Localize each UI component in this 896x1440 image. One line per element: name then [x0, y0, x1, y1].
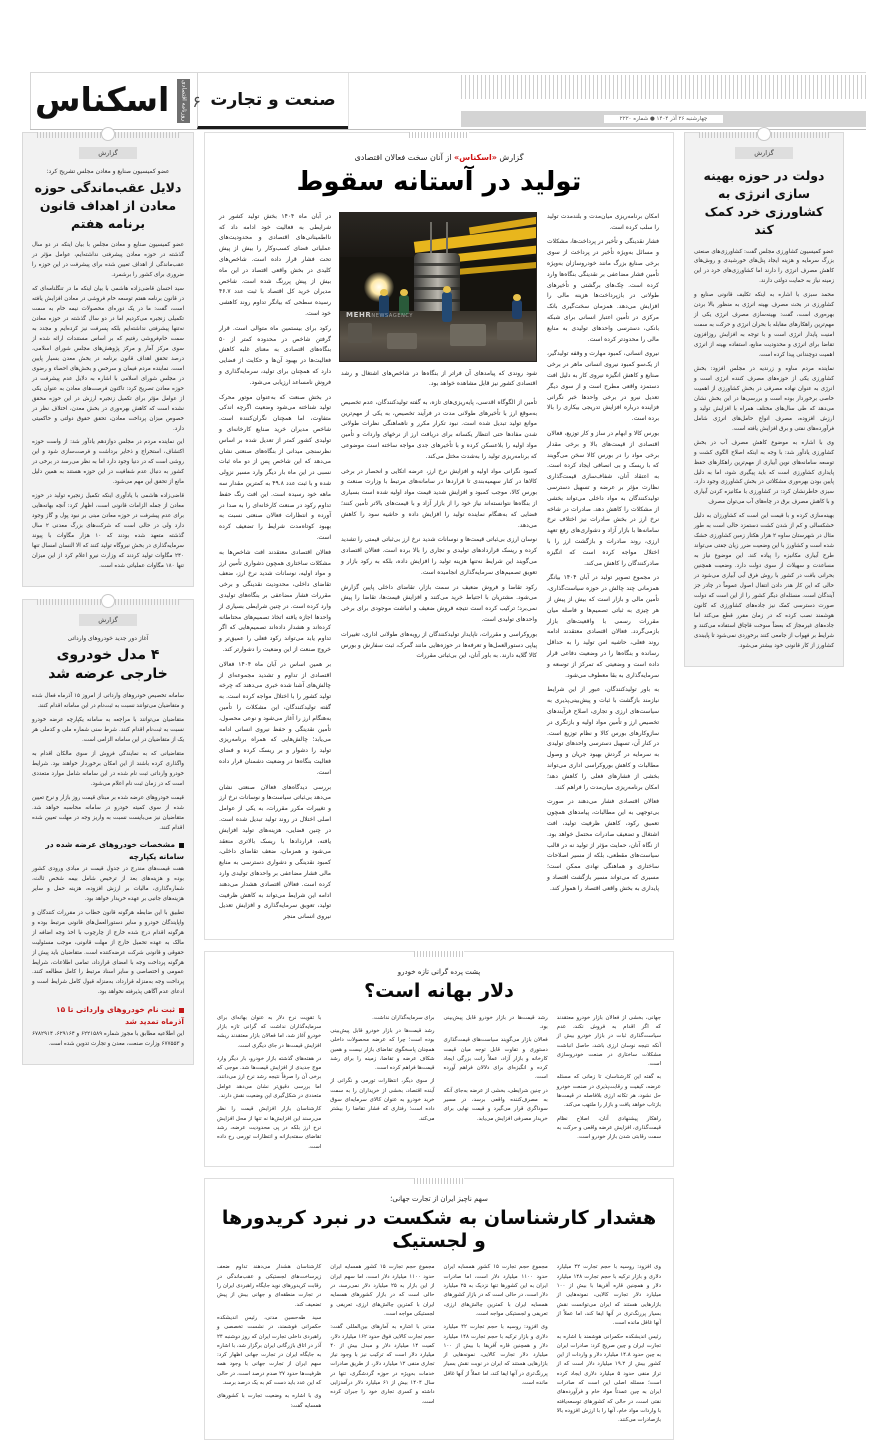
kicker-chip: گزارش: [735, 147, 793, 159]
paragraph: قاضی‌زاده هاشمی با یادآوری اینکه تکمیل زنجیره تولید در حوزه معادن از جمله الزامات قانونی است، اظهار کرد: آنچه بهانه‌هایی برای عدم پیشرفت در حوزه معادن مبنی بر نبود پول و گاز وجود دارد ولی در حالی است که شرکت‌های بزرگ معدنی ۲ سال گذشته متعهد شده بودند که ۱۰ هزار مگاوات با پیوند سرمایه‌گذاری در بخش نیروگاه تولید کنند که الا النسان امسال تنها ۲۴۰ مگاوات تولید کردند که وزارت نیرو اعلام کرد از این میزان تنها ۱۸۰ مگاوات عملیاتی شده است.: [32, 493, 185, 569]
article-dollar-excuse: [204, 951, 674, 1167]
headline-energy: دولت در حوزه بهینه سازی انرژی به کشاورزی خرد کمک کند: [703, 168, 825, 238]
paragraph: قیمت خودروهای عرضه شده بر مبنای قیمت روز بازار و نرخ تعیین شده از سوی کمیته خودرو در سامانه محاسبه خواهد شد. متقاضیان نیز می‌بایست نسبت به واریز وجه در مهلت تعیین شده اقدام کنند.: [31, 794, 184, 831]
photo-machinery: [387, 333, 417, 349]
brand-title: اسکناس: [35, 79, 170, 119]
lead-kicker-prefix: گزارش: [496, 153, 524, 162]
lead-kicker: [219, 153, 659, 162]
paragraph: به باور تولیدکنندگان، عبور از این شرایط نیازمند بازگشت با ثبات و پیش‌بینی‌پذیری به سیاست‌های ارزی و تجاری، اصلاح فرآیندهای تخصیص ارز و تأمین مواد اولیه و بازنگری در سازوکارهای بورس کالا و نظام توزیع است. در کنار آن، تسهیل دسترسی واحدهای تولیدی به سرمایه در گردش بهبود جریان و وصول مطالبات و کاهش بوروکراسی اداری می‌تواند بخشی از فشارهای فعلی را کاهش دهد؛ امکان برنامه‌ریزی میان‌مدت را فراهم کند.: [547, 686, 659, 791]
lead-kicker-brand: «اسکناس»: [453, 153, 497, 162]
paragraph: وی افزود: روسیه با حجم تجارت ۴۲ میلیارد دلاری و بازار ترکیه با حجم تجارت ۱۴۸ میلیارد دلار و همچنین قاره آفریقا با بیش از ۱۰۰ میلیارد دلار تجارت کالایی، نمونه‌هایی از بازارهایی هستند که ایران می‌توانست نقش بسیار پررنگ‌تری در آنها ایفا کند، اما عملاً از آنها غافل مانده است.: [556, 1264, 661, 1327]
article-column: [330, 1014, 434, 1156]
article-corridors-logistics: [204, 1178, 674, 1440]
box-kicker: سهم ناچیز ایران از تجارت جهانی؛: [390, 1194, 488, 1203]
photo-worker: [512, 300, 522, 319]
lead-body: [219, 212, 659, 927]
article-column: [217, 1014, 321, 1156]
paragraph: سید احسان قاضی‌زاده هاشمی با بیان اینکه ما در تنگلنامه‌ای که در قانون برنامه هفتم توسعه خام فروشی در معادن افزایش یافته است، گفت: ما در یک دوره‌ای محصولات نیمه خام به سمت تکمیلی زنجیره می‌کردیم اما در دو سال گذشته در حوزه معادن نه‌تنها پیشرفتی نداشته‌ایم بلکه پسرفت نیز کرده‌ایم و مجدد به سمت خام‌فروشی رفتیم که بر اساس مستندات ارائه شده از سوی مرکز آمار و مرکز پژوهش‌های مجلس شورای اسلامی، درصد تحقق اهداف قانون برنامه در بخش معدن بسیار پایین است. نماینده مردم فیمان و سرخس و بخش‌های احصاء و رضوی در مجلس شورای اسلامی با اشاره به دلایل عدم پیشرفت در حوزه معادن تصریح کرد: تاکنون فرصت‌های معادن به عنوان یکی از عوامل مؤثر برای تکمیل زنجیره ارزش در این حوزه محقق نشده است که کاهش بهره‌وری در بخش معدن، اختلاف نظر در خصوص میزان پرداخت معادن، تحقق حقوق دولتی و حاکمیتی دارد.: [32, 286, 184, 432]
paragraph: تأمین از الگوگاه اقدسی، پایه‌ریزی‌های تازه، به گفته تولیدکنندگان، عدم تخصیص به‌موقع ارز با تأخیرهای طولانی مدت در فرآیند تخصیص، به یکی از مهم‌ترین موانع تولید تبدیل شده است. نبود تکرار مکرر و ناهماهنگی نظرات طولانی شدن مفادها حتی انتظار یکسانه برای دریافت ارز از نرخهای واردات و تأمین مواد اولیه را بلاعسکن کرده و با تأخیرهای جدی مواجه ساخته است موضوعی که برنامه‌ریزی تولید را به‌شدت مختل می‌کند.: [341, 398, 537, 460]
masthead: [0, 0, 896, 128]
paragraph: این نماینده مردم در مجلس دوازدهم یادآور شد: از واست حوزه اکتشاف، استخراج و ذخایر برداشت و فرصت‌سازی شود و این روشی است که در دنیا وجود دارد اما به نظر می‌رسد در برخی در کشور به دنبال عدم شفافیت در این حوزه هستند به همین دلیل مانع از تحقق این مهم می‌شود.: [32, 439, 184, 486]
center-column: [204, 132, 674, 1424]
lead-photo-col: [341, 212, 537, 927]
kicker-chip: گزارش: [79, 147, 137, 159]
paragraph: نیروی انسانی، کمبود مهارت و وقفه تولیدگیر، از یک‌سو کمبود نیروی انسانی ماهر در برخی صنایع و کاهش انگیزه نیروی کار به دلیل افت دستمزد واقعی مطرح است و از سوی دیگر تعدیل نیرو در برخی واحدها خبر نگرانی فزاینده درباره افزایش تدریجی بیکاری را بالا برده است.: [547, 350, 659, 423]
photo-metal-casting: [414, 253, 460, 315]
paragraph: فعالان بازار می‌گویند سیاست‌های قیمت‌گذاری دستوری و تفاوت قابل توجه میان قیمت کارخانه و بازار آزاد، عملاً رانت بزرگی ایجاد کرده و انگیزه‌ای برای دلالان فراهم آورده است.: [443, 1037, 548, 1081]
box-kicker: پشت پرده گرانی تازه خودرو: [397, 967, 481, 976]
masthead-spacer: [348, 73, 461, 129]
headline-mining: دلایل عقب‌ماندگی حوزه معادن از اهداف قانون برنامه هفتم: [34, 180, 182, 232]
right-sidebar: [22, 132, 194, 1232]
subheading-car-specs: [32, 839, 184, 862]
photo-watermark: [346, 311, 416, 319]
photo-caption: شود روندی که پیامدهای آن فراتر از بنگاه‌ها در شاخص‌های اشتغال و رشد اقتصادی کشور نیز قابل مشاهده خواهد بود.: [341, 369, 537, 388]
masthead-rule-band: [461, 73, 866, 129]
kicker-chip: گزارش: [79, 614, 137, 626]
photo-chain: [446, 222, 448, 258]
bullet-square-icon: [179, 843, 184, 848]
paragraph: رکود تقاضا و فروش ضعیف در سمت بازار، تقاضای داخلی پایین گزارش می‌شود. مشتریان با احتیاط خرید می‌کنند و افزایش قیمت‌ها، تقاضا را پیش نمی‌برد؛ ترکیب کرده است نتیجه فروش ضعیف و انباشت موجودی برای برخی واحدهای تولیدی است.: [341, 583, 537, 624]
paragraph: وی با اشاره به وضعیت تجارت با کشورهای همسایه گفت:: [217, 1393, 322, 1409]
hatch-pattern: [461, 75, 866, 99]
lead-kicker-suffix: از آنان سخت فعالان اقتصادی: [354, 153, 454, 162]
brand-block: [30, 73, 201, 129]
paragraph: هفت قیمت‌های مندرج در جدول قیمت در مبادی ورودی کشور بوده و هزینه‌های بعد از ترخیص شامل بیمه شخص ثالث، شماره‌گذاری، مالیات بر ارزش افزوده، هزینه حمل و سایر هزینه‌های جانبی بر عهده خریدار خواهد بود.: [32, 865, 184, 902]
lead-text-col-left: [547, 212, 659, 927]
paragraph: سید طه‌حسین مدنی، رئیس اندیشکده حکمرانی فوشمند، در نشست تخصصی و راهبردی داخلی تجارت ایران که روز دوشنبه ۲۴ آذر در اتاق بازرگانی ایران برگزار شد، با اشاره به جایگاه ایران در تجارت جهانی اظهار کرد: سهم ایران از تجارت جهانی با وجود همه ظرفیت‌ها حدود ۲۷ صدم درصد است، در حالی که این عدد باید دست کم به یک درصد برسد.: [217, 1314, 322, 1386]
paragraph: رئیس اندیشکده حکمرانی هوشمند با اشاره به تجارت ایران و چین صریح کرد: صادرات ایران به چین حدود ۱۴.۸ میلیارد دلار و واردات از این کشور بیش از ۱۹.۲ میلیارد دلار است که از تراز منفی حدود ۵ میلیارد دلاری ایجاد کرده است؛ مسئله اصلی این است که صادرات ایران به چین عمدتاً مواد خام و فرآورده‌های نفتی است، در حالی که کشورهای توسعه‌یافته با واردات مواد خام، آنها را با ارزش افزوده بالا بازصادرات می‌کنند.: [556, 1333, 661, 1424]
paragraph: بررسی دیدگاه‌های فعالان صنعتی نشان می‌دهد بی‌ثباتی سیاست‌ها و نوسانات نرخ ارز و تغییرات مکرر مقررات، به یکی از عوامل اصلی اختلال در روند تولید تبدیل شده است. در چنین فضایی، هزینه‌های تولید افزایش یافته، قراردادها با ریسک بالاتری منعقد می‌شود و همزمان، ضعف تقاضای داخلی، کمبود نقدینگی و دشواری دسترسی به منابع مالی فشار مضاعفی بر واحدهای تولیدی وارد کرده است. فعالان اقتصادی هشدار می‌دهند ادامه این شرایط می‌تواند به کاهش ظرفیت تولید، تعویق سرمایه‌گذاری و افزایش تعدیل نیروی انسانی منجر: [219, 783, 331, 921]
subheading-text: مشخصات خودروهای عرضه شده در سامانه یکپارچه: [45, 840, 184, 861]
article-column: [444, 1014, 548, 1156]
paragraph: در چنین شرایطی، بخشی از عرضه به‌جای آنکه به مصرف‌کننده واقعی برسد، در مسیر سوداگری قرار می‌گیرد و قیمت نهایی برای خریدار مصرفی افزایش می‌یابد.: [443, 1087, 548, 1122]
paragraph: فشار نقدینگی و تأخیر در پرداخت‌ها، مشکلات و مسائل به‌ویژه تأخیر در پرداخت از سوی برخی صنایع بزرگ مانند خودروسازان به‌ویژه تأمین فشار مضاعفی بر نقدینگی بنگاه‌ها وارد کرده است. چک‌های برگشتی و تأخیرهای طولانی در بازپرداخت‌ها هزینه مالی را افزایش می‌دهد. همزمان سخت‌گیری بانک مرکزی در تأمین اعتبار انسانی برای شبکه بانکی، دسترسی واحدهای تولیدی به منابع مالی را محدودتر کرده است.: [547, 238, 659, 343]
report-card-mining: [22, 132, 194, 587]
subheading-text: ثبت نام خودروهای وارداتی تا ۱۵ آذرماه تمدید شد: [56, 1005, 184, 1026]
lead-headline: تولید در آستانه سقوط: [296, 167, 582, 197]
paragraph: سامانه تخصیص خودروهای وارداتی از امروز ۱۵ آذرماه فعال شده و متقاضیان می‌توانند نسبت به ثبت‌نام در این سامانه اقدام کنند.: [32, 693, 184, 710]
card-notch-icon: [757, 127, 771, 141]
article-column: [557, 1014, 661, 1156]
factory-photo: [339, 212, 537, 362]
paragraph: رشد قیمت‌ها در بازار خودرو قابل پیش‌بینی بوده است؛ چرا که عرضه محصولات داخلی همچنان پاسخگوی تقاضای بازار نیست و همین شکاف عرضه و تقاضا، زمینه را برای رشد قیمت‌ها فراهم کرده است.: [330, 1027, 435, 1072]
lead-text-col-right: [219, 212, 331, 927]
watermark-text: MEHR: [346, 311, 372, 320]
overline: عضو کمیسیون صنایع و معادن مجلس تشریح کرد:: [46, 168, 170, 175]
paragraph: مدنی با اشاره به آمارهای بین‌المللی گفت: حجم تجارت کالایی فوق حدود ۱۶۲ میلیارد دلار، کمیت ۱۴ میلیارد دلار و مبدل بیش از ۴۰ میلیارد دلار است که ترکیب نیز با وجود نیاز تجاری منفی ۱۲ میلیارد دلار، از طریق صادرات خدمات به‌ویژه در حوزه گردشگری، تنها در سال ۱۴۰۴ بیش از ۶۱ میلیارد دلار درآمدزایی داشته و کسری تجاری خود را جبران کرده است.: [330, 1324, 435, 1405]
article-column: [557, 1263, 661, 1429]
photo-machinery: [497, 322, 523, 340]
paragraph: جهانی، بخشی از فعالان بازار خودرو معتقدند که اگر اقدام به فروش نکند، عدم سیاست‌گذاری ثبات در بازار خودرو بیش از آنکه نتیجه نوسان ارزی باشد، حاصل انباشت مشکلات ساختاری در صنعت خودروسازی است.: [556, 1014, 661, 1068]
paragraph: امکان برنامه‌ریزی میان‌مدت و بلندمدت تولید را سلب کرده است.: [547, 212, 659, 231]
paragraph: بورس کالا و ابهام در ساز و کار توزیع، فعالان اقتصادی از قیمت‌های بالا و برخی مقدار برخی مواد را در بورس کالا سخن می‌گویند که با ریسک و بی انصافی ایجاد کرده است. به اعتقاد آنان، شفاف‌سازی قیمت‌گذاری نظارت مؤثر بر عرضه و تسهیل دسترسی تولیدکنندگان به مواد داخلی می‌تواند بخشی از مشکلات را کاهش دهد. صادرات در شاخه نرخ ارز در بخش صادرات نیز اختلاف نرخ سامانه‌ها با بازار آزاد و دشواری‌های رفع تعهد ارزی، روند صادرات و بازگشت ارز را با اختلال مواجه کرده است که انگیزه صادرکنندگان را کاهش می‌کند.: [547, 430, 659, 567]
paragraph: کارشناسان بازار افزایش قیمت را نظر می‌رسند این افزایش‌ها نه تنها از محل افزایش نرخ ارز بلکه در پی محدودیت عرضه، رشد تقاضای سفته‌بازانه و انتظارات تورمی رخ داده است.: [217, 1106, 322, 1150]
lead-article: [204, 132, 674, 940]
paragraph: عضو کمیسیون صنایع و معادن مجلس با بیان اینکه در دو سال گذشته در حوزه معادن پیشرفتی نداشته‌ایم، عوامل مؤثر در عقب‌ماندگی از اهداف تعیین شده برای پیشرفت در این حوزه را ضروری برای کشور را برشمرد.: [32, 242, 184, 279]
paragraph: مجموع حجم تجارت ۱۵ کشور همسایه ایران حدود ۱۱۰۰ میلیارد دلار است، اما سهم ایران از این بازار به ۲۵ میلیارد دلار نمی‌رسد، در حالی است که در بازار کشورهای همسایه ایران با کمترین چالش‌های ارزی، تعریفی و لجستیکی مواجه است.: [330, 1264, 435, 1317]
paragraph: فعالان اقتصادی معتقدند افت شاخص‌ها به مشکلات ساختاری همچون دشواری تأمین ارز و مواد اولیه، نوسانات شدید نرخ ارز، ضعف تقاضای داخلی، محدودیت نقدینگی و برخی مقررات فشار مضاعفی بر بنگاه‌های تولیدی وارد کرده است. در چنین شرایطی بسیاری از واحدها اجازه یافته اتخاذ تصمیم‌های محتاطانه کرده‌اند و هشدار داده‌اند تصمیم‌هایی که اگر تداوم یابد می‌تواند رکود فعلی را عمیق‌تر و خروج صنعت از این وضعیت را دشوارتر کند.: [219, 548, 331, 653]
paragraph: عضو کمیسیون کشاورزی مجلس گفت: کشاورزی‌های صنعتی بزرگ سرمایه و هزینه ایجاد پنل‌های خورشیدی و روش‌های کاهش مصرف انرژی را دارند اما کشاورزی‌های خرد در این زمینه نیاز به حمایت دولتی دارند.: [694, 248, 834, 285]
section-tab[interactable]: [197, 73, 348, 129]
paragraph: بهینه‌سازی کرده و با قیمت این است که کشاورزان به دلیل خشکسالی و کم از شدن کشت دستمزد خالی است به طور مثال در شهرستان ساوه ۲ هزار هکتار زمین کشاورزی خشک شده است و کشاورز با این وضعیت ضرر زیان جفتی می‌تواند طرح آبیاری مکانیزه را پیاده کند. این موضوع نیاز به مساعدت و سهیلات از سوی دولت دارد. وضعیت همچنین بحرانی بافت در کشور با روش فرق آبی آبیاری می‌شود در حالی که این کار هدر دادن انتقال اصول عموماً در چادر جز آیندگان است. مسئله‌ای دیگر کشور را از این است که دولت صورت دسترسی کمک نیز جاده‌های کشاورزی که کانون هوشمند نصب کرده که در زمان مقرر قطع می‌کند اما جاده‌های غیرمجاز که بعضاً سوخت قاچاق استفاده می‌کنند و شرایط بر فهواب از جامعی کنند برخوردی نمی‌شود تا پایبندی کشاورز از کار قانونی خود بیشتر می‌شود.: [694, 513, 834, 649]
paragraph: کمبود نگرانی مواد اولیه و افزایش نرخ ارز، عرضه اتکایی و انحصار در برخی کالاها در کنار سهمیه‌بندی تا قراردها در سامانه‌های مرتبط با وزارت صنعت و بورس کالا، موجب کمبود و افزایش شدید قیمت مواد اولیه شده است بسیاری از بنگاه‌ها نتوانسته‌اند نیاز خود را از بازار آزاد و با قیمت‌های بالاتر تأمین کنند؛ فضایی که به‌هنگام نماینده تولید را افزایش داده و حاشیه سود را کاهش می‌دهد.: [341, 467, 537, 529]
left-sidebar: [684, 132, 844, 1232]
lead-figure: [341, 212, 537, 390]
paragraph: وی با اشاره به موضوع کاهش مصرف آب در بخش کشاورزی یادآور شد: با وجه به اینکه اصلاح الگوی کشت و توسعه سامانه‌های نوین آبیاری از مهم‌ترین راهکارهای حفظ پایداری کشاورزی است که باید پیگیری شود، اما به دلیل پایین بودن بهره‌وری مشکلاتی در بخش کشاورزی وجود دارد. سبزی خاطرنشان کرد: در کشاورزی با مکانیزه کردن آبیاری و با کاهش مصرف برق در چاه‌های آب می‌توان مصرف: [694, 439, 834, 506]
headline-corridors-logistics: هشدار کارشناسان به شکست در نبرد کریدورها و لجستیک: [221, 1206, 657, 1252]
paragraph: بوروکراسی و مقررات، ناپایدار تولیدکنندگان از رویه‌های طولانی اداری، تغییرات پیاپی دستورالعمل‌ها و تعرفه‌ها در حوزه‌هایی مانند گمرک، ثبت سفارش و بورس کالا گلایه دارند. به باور آنان، این بی‌ثباتی مقررات: [341, 630, 537, 660]
date-bar: [461, 111, 866, 127]
paragraph: با تقویت نرخ دلار به عنوان بهانه‌ای برای سرمایه‌گذاران نداشت که گرانی تازه بازار خودرو آغاز شد، اما فعالان بازار معتقدند ریشه افزایش قیمت‌ها در جای دیگری است.: [217, 1014, 322, 1049]
subheading-registration-extended: [32, 1004, 184, 1027]
article-column: [330, 1263, 434, 1429]
lead-text-col-mid: [341, 398, 537, 662]
paragraph: از سوی دیگر، انتظارات تورمی و نگرانی از آینده اقتصاد، بخشی از خریداران را به سمت خرید خودرو به عنوان کالای سرمایه‌ای سوق داده است؛ رفتاری که فشار تقاضا را بیشتر می‌کند.: [330, 1078, 435, 1122]
paragraph: در آبان ماه ۱۴۰۴ بخش تولید کشور در شرایطی به فعالیت خود ادامه داد که نااطمینانی‌های اقتصادی و محدودیت‌های عملیاتی فضای کسب‌وکار را بیش از پیش تحت فشار قرار داده است. شاخص‌های کلیدی در بخش واقعی اقتصاد در این ماه بیش از پیش پررنگ شده است. شاخص مدیران خرید کل اقتصاد با ثبت عدد ۴۶.۷ رسیده سطحی که بیانگر تداوم روند کاهشی خود است.: [219, 212, 331, 318]
paragraph: متقاضیان می‌توانند با مراجعه به سامانه یکپارچه عرضه خودرو نسبت به ثبت‌نام اقدام کنند. شرط سنی شماره ملی و کدملی هر یک از متقاضیان در این سامانه الزامی است.: [32, 716, 184, 743]
photo-machinery: [450, 324, 486, 346]
paragraph: برای سرمایه‌گذاران نداشت.: [372, 1014, 435, 1021]
photo-machinery: [348, 323, 372, 343]
report-card-energy: [684, 132, 844, 667]
paragraph: به گفته این کارشناسان، تا زمانی که مسئله عرضه، کیفیت و رقابت‌پذیری در صنعت خودرو حل نشود، هر تکانه ارزی بلافاصله در قیمت‌ها بازتاب خواهد یافت و بازار را ملتهب می‌کند.: [556, 1074, 661, 1109]
brand-vertical-tag: روزنامه اقتصادی: [177, 79, 190, 123]
paragraph: متقاضیانی که به نمایندگی فروش از سوی مالکان اقدام به واگذاری کرده باشند از این امکان برخوردار خواهند بود. شرایط خودرو وارداتی ثبت نام شده در این سامانه شامل موارد متعددی است که در زمان ثبت نام اعلام می‌شود.: [32, 750, 184, 787]
paragraph: وی افزود: روسیه با حجم تجارت ۴۲ میلیارد دلاری و بازار ترکیه با حجم تجارت ۱۴۸ میلیارد دلار و همچنین قاره آفریقا با بیش از ۱۰۰ میلیارد دلار تجارت کالایی، نمونه‌هایی از بازارهایی هستند که ایران در نوبت نقش بسیار پررنگ‌تری در آنها ایفا کند، اما عملاً از آنها غافل مانده است.: [443, 1324, 548, 1386]
report-card-imported-cars: [22, 599, 194, 1065]
headline-imported-cars: ۴ مدل خودروی خارجی عرضه شد: [48, 646, 168, 683]
paragraph: فعالان اقتصادی فشار می‌دهند در صورت بی‌توجهی به این مطالبات، پیامدهای همچون تعمیق رکود، کاهش ظرفیت تولید، افت اشتغال و تضعیف صادرات محتمل خواهد بود. از نگاه آنان، حمایت مؤثر از تولید نه در قالب سیاست‌های مقطعی، بلکه از مسیر اصلاحات ساختاری و هماهنگی نهادی ممکن است؛ مسیری که می‌تواند مسیر بازگشت اقتصاد و پایداری به بخش واقعی اقتصاد را هموار کند.: [547, 798, 659, 892]
paragraph: نماینده مردم ساوه و زرندیه در مجلس افزود: بخش کشاورزی یکی از حوزه‌های مصرف کننده انرژی است و انرژی به عنوان نهاده مصرفی در بخش کشاورزی از اهمیت خاصی برخوردار بوده است و بررسی‌ها در این بخش نشان می‌دهد که طی سال‌های مختلف همراه با افزایش تولید و ارزش افزوده، مصرف انواع حامل‌های انرژی شامل فرآورده‌های نفتی و برق افزایش یافته است.: [694, 365, 834, 432]
overline: آغاز دور جدید خودروهای وارداتی: [67, 634, 149, 642]
card-notch-icon: [101, 127, 115, 141]
watermark-subtext: NEWSAGENCY: [371, 313, 414, 320]
paragraph: رکود برای بیستمین ماه متوالی است. قرار گرفتن شاخص در محدوده کمتر از ۵۰ بنگاه‌های اقتصادی به معنای غلبه کاهش فعالیت‌ها در بهبود آن‌ها و حکایت از فضایی دارد که همچنان برای تولید، سرمایه‌گذاری و فروش نامساعد ارزیابی می‌شود.: [219, 324, 331, 386]
energy-body: [694, 248, 834, 652]
paragraph: رشد قیمت‌ها در بازار خودرو قابل پیش‌بینی بود.: [443, 1014, 548, 1030]
headline-dollar-excuse: دلار بهانه است؟: [364, 979, 514, 1002]
article-columns: [217, 1263, 661, 1429]
photo-worker: [442, 292, 452, 322]
paragraph: مجموع حجم تجارت ۱۵ کشور همسایه ایران حدود ۱۱۰۰ میلیارد دلار است، اما صادرات ایران به این کشورها تنها نزدیک به ۲۵ میلیارد دلار است، در حالی است که در بازار کشورهای همسایه ایران با کمترین چالش‌های ارزی، تعریفی و لجستیکی مواجه است.: [443, 1264, 548, 1317]
date-line: چهارشنبه ۲۶ آذر ۱۴۰۴ ● شماره ۲۲۲۰: [604, 115, 724, 123]
masthead-bar: [30, 72, 866, 130]
paragraph: راهکار پیشنهادی آنان، اصلاح نظام قیمت‌گذاری، افزایش عرضه واقعی و حرکت به سمت رقابتی شدن بازار خودرو است.: [556, 1115, 661, 1141]
page-number: ۶: [192, 91, 201, 111]
paragraph: کارشناسان هشدار می‌دهند تداوم ضعف زیرساخت‌های لجستیکی و عقب‌ماندگی در رقابت کریدورهای نوید جایگاه راهبردی ایران را در تجارت منطقه‌ای و جهانی بیش از پیش تضعیف کند.: [217, 1264, 322, 1308]
article-columns: [217, 1014, 661, 1156]
paragraph: در بخش صنعت که به‌عنوان موتور محرک تولید شناخته می‌شود وضعیت اگرچه اندکی متفاوت، اما همچنان نگران‌کننده است. شاخص مدیران خرید صنایع کارخانه‌ای و تولیدی کشور کمتر از تعدیل شده بر اساس نظرسنجی میدانی از بنگاه‌های صنعتی نشان می‌دهد که این شاخص پس از دو ماه ثبات نسبی در این ماه بار دیگر وارد مسیر نزولی شده و با ثبت عدد ۴۹.۸ به کمترین مقدار سه ماهه خود رسیده است. این افت رنگ حفظ تداوم رکود در صنعت کارخانه‌ای را به صدا در آورده و انتظارات فعالان صنعتی نسبت به بهبود کوتاه‌مدت شرایط را تضعیف کرده است.: [219, 393, 332, 541]
card-notch-icon: [101, 594, 115, 608]
page-grid: [22, 132, 874, 1424]
article-column: [217, 1263, 321, 1429]
section-title: صنعت و تجارت: [210, 89, 336, 110]
paragraph: تطبیق با این ضابطه هرگونه قانون خطاب در مقررات کنندگان و واپایندگان خودرو و سایر دستورالعمل‌های قانونی مرتبط بوده و هرگونه اقدام درج شده خارج از چارچوب با اخذ وجه اضافه از مالک به عهده تحمیل خارج از مهلت قانونی، موجب مسئولیت حقوقی و قانونی شرکت عرضه‌کننده است. متقاضیان باید پیش از هرگونه پرداخت وجه با امضای قرارداد، تمامی اطلاعات، شرایط عمومی و اختصاصی و سایر اسناد مرتبط را کامل مطالعه کنند. پرداخت وجه به‌منزله قرارداد، به‌منزله قبول کامل شرایط است و ادعای عدم آگاهی پذیرفته نخواهد بود.: [32, 909, 184, 996]
paragraph: در مجموع تصویر تولید در آبان ۱۴۰۴ بیانگر همزمانی چند چالش در حوزه سیاست‌گذاری، تأمین مالی و بازار است که بیش از پیش از هر چیزی به ثباتی تصمیم‌ها و فاصله میان مقررات رسمی با واقعیت‌های بازار بازمی‌گردد. فعالان اقتصادی معتقدند ادامه روند فعلی، حاشیه امن تولید را به حداقل رسانده و بنگاه‌ها را در وضعیت دفاعی قرار داده است و وضعیتی که تمرکز از توسعه و سرمایه‌گذاری به بقا معطوف می‌شود.: [547, 574, 659, 679]
paragraph: بر همین اساس در آبان ماه ۱۴۰۴ فعالان اقتصادی از تداوم و تشدید مجموعه‌ای از چالش‌های آشنا شده خبری می‌دهند که چرخه تولید کشور را با اختلال مواجه کرده است. به گفته تولیدکنندگان، این مشکلات را تأمین به‌هنگام ارز را آغاز می‌شود و نوعی محصول، تأمین نقدینگی و حفظ نیروی انسانی ادامه می‌یابد؛ چالش‌هایی که همراه برنامه‌ریزی تولید را دشوار و بر ریسک کرده و فضای فعالیت بنگاه‌ها در وضعیت دشمنان قرار داده است.: [219, 660, 332, 776]
footer-note: این اطلاعیه مطابق با مجوز شماره ۶۲۲۱۵۸۹ و ۶۲۹۱۶۴، ۶۷۸۲۹۱۴ و ۶۷۷۵۵۳ وزارت صنعت، معدن و تجارت تدوین شده است.: [32, 1030, 184, 1047]
paragraph: در هفته‌های گذشته بازار خودرو، بار دیگر وارد موج جدیدی از افزایش قیمت‌ها شد. موجی که برخی آن را صرفاً نتیجه رشد نرخ ارز می‌دانند، اما بررسی دقیق‌تر نشان می‌دهد عوامل متعددی در شکل‌گیری این وضعیت نقش دارند.: [217, 1055, 322, 1100]
bullet-square-icon: [179, 1008, 184, 1013]
article-column: [444, 1263, 548, 1429]
paragraph: نوسان ارزی بی‌ثباتی قیمت‌ها و نوسانات شدید نرخ ارز بی‌ثباتی قیمتی را تشدید کرده و ریسک قراردادهای تولیدی و تجاری را بالا برده است. فعالان اقتصادی می‌گویند این شرایط نه‌تنها هزینه تولید را افزایش داده، بلکه به رکود بازار و تعویق تصمیم‌های سرمایه‌گذاری انجامیده است.: [341, 536, 537, 576]
paragraph: محمد سبزی با اشاره به اینکه تکلیف قانونی صنایع و کشاورزی در بحث مصرف بهینه انرژی به منظور بالا بردن بهره‌وری است، گفت: بهینه‌سازی مصرف انرژی یکی از مهم‌ترین راهکارهای مقابله با بحران انرژی و حرکت به سمت امنیت پایدار انرژی است و با توجه به افزایش روزافزون تقاضا برای انرژی و محدودیت منابع، استفاده بهینه از انرژی اهمیت دوچندانی پیدا کرده است.: [694, 292, 834, 359]
photo-chain: [430, 222, 432, 258]
